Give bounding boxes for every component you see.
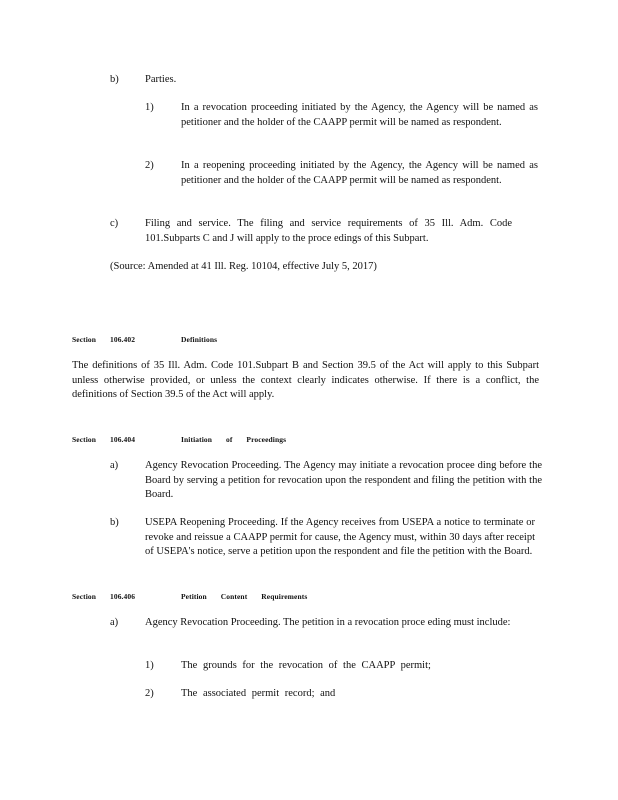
section-title-402: Definitions bbox=[181, 335, 218, 344]
item-label-406a: a) bbox=[110, 617, 119, 628]
section-word-404: Section bbox=[72, 435, 97, 444]
section-title-406: Petition Content Requirements bbox=[181, 592, 308, 601]
section-406-a1-text: The grounds for the revocation of the CAAPP permit; bbox=[181, 660, 431, 671]
section-404-a-text: Agency Revocation Proceeding. The Agency may initiate a revocation procee ding before the Board by serving a petition for revocation upon the respondent and filing the petition with the Board. bbox=[145, 460, 542, 500]
item-text-b2: In a reopening proceeding initiated by the Agency, the Agency will be named as petitioner and the holder of the CAAPP permit will be named as respondent. bbox=[181, 160, 538, 186]
item-text-b1: In a revocation proceeding initiated by the Agency, the Agency will be named as petitioner and the holder of the CAAPP permit will be named as respondent. bbox=[181, 102, 538, 128]
section-404-b-text: USEPA Reopening Proceeding. If the Agency receives from USEPA a notice to terminate or revoke and reissue a CAAPP permit for cause, the Agency must, within 30 days after receipt of USEPA's notice, serve a petition upon the respondent and file the petition with the Board. bbox=[145, 517, 535, 557]
section-word-402: Section bbox=[72, 335, 97, 344]
item-label-406a2: 2) bbox=[145, 688, 154, 699]
source-note: (Source: Amended at 41 Ill. Reg. 10104, effective July 5, 2017) bbox=[110, 261, 377, 272]
section-number-402: 106.402 bbox=[110, 335, 136, 344]
item-label-b2: 2) bbox=[145, 160, 154, 171]
item-text-filing-service: Filing and service. The filing and service requirements of 35 Ill. Adm. Code 101.Subparts C and J will apply to the proce edings of this Subpart. bbox=[145, 218, 512, 244]
section-number-406: 106.406 bbox=[110, 592, 136, 601]
section-406-a2-text: The associated permit record; and bbox=[181, 688, 336, 699]
item-label-c: c) bbox=[110, 218, 119, 229]
section-402-text: The definitions of 35 Ill. Adm. Code 101.Subpart B and Section 39.5 of the Act will apply to this Subpart unless otherwise provided, or unless the context clearly indicates otherwise. If there is a conflict, the definitions of Section 39.5 of the Act will apply. bbox=[72, 360, 539, 400]
item-label-404a: a) bbox=[110, 460, 119, 471]
section-title-404: Initiation of Proceedings bbox=[181, 435, 287, 444]
section-406-a-text: Agency Revocation Proceeding. The petition in a revocation proce eding must include: bbox=[145, 617, 511, 628]
item-text-parties: Parties. bbox=[145, 74, 177, 85]
section-number-404: 106.404 bbox=[110, 435, 136, 444]
section-word-406: Section bbox=[72, 592, 97, 601]
item-label-b: b) bbox=[110, 74, 119, 85]
item-label-b1: 1) bbox=[145, 102, 154, 113]
item-label-406a1: 1) bbox=[145, 660, 154, 671]
item-label-404b: b) bbox=[110, 517, 119, 528]
